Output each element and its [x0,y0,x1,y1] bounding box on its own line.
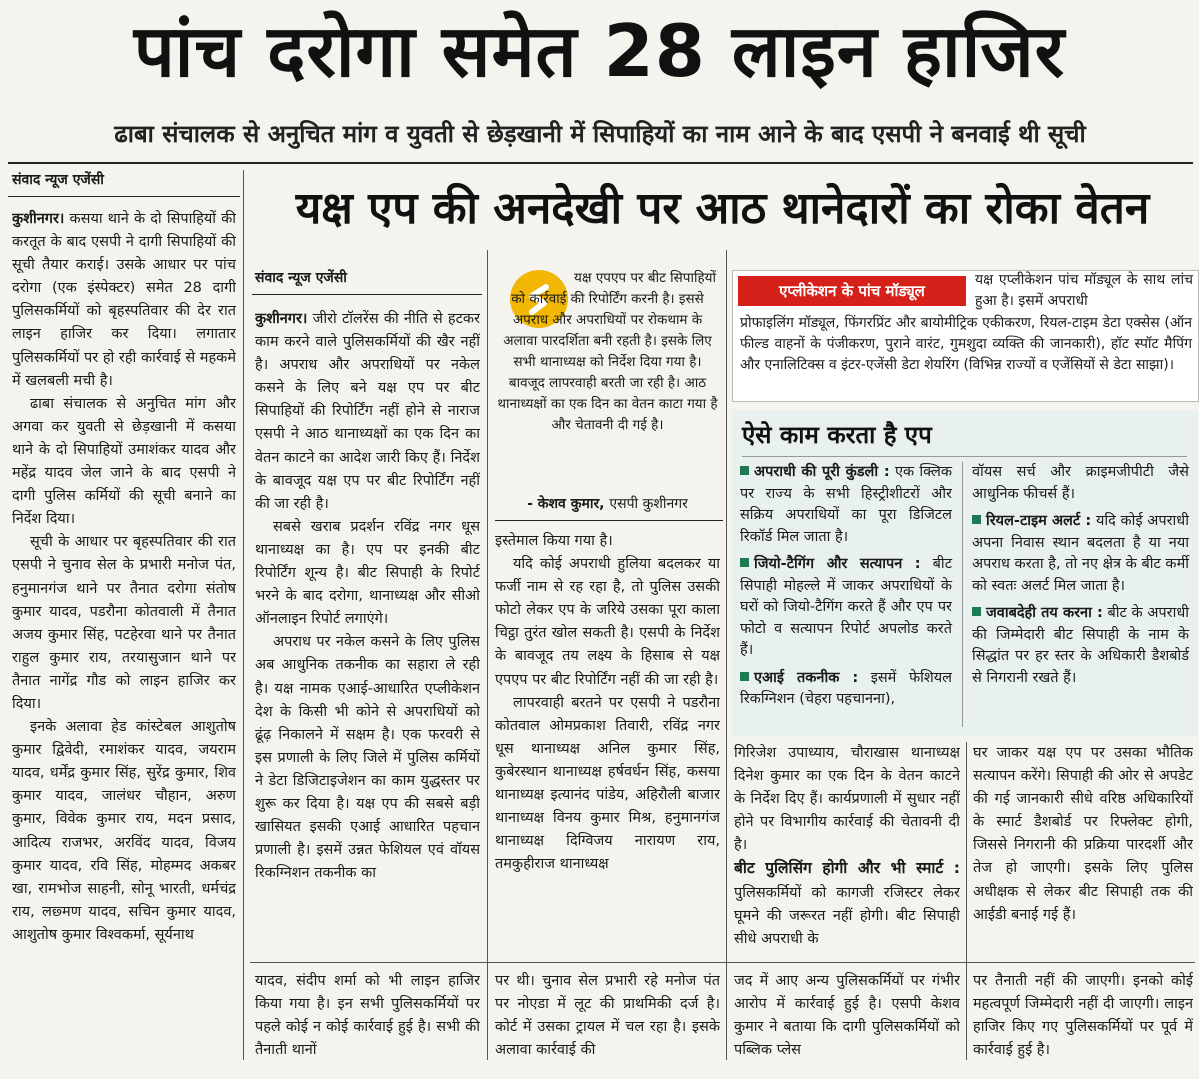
howto-column-2 [972,462,1189,695]
howto-item: जियो-टैगिंग और सत्यापन : बीट सिपाही मोहल्ले में जाकर अपराधियों के घरों को जियो-टैगिंग करते हैं और एप पर फोटो व सत्यापन रिपोर्ट अपलोड करते हैं। [740,556,952,658]
story2-paragraph: लापरवाही बरतने पर एसपी ने पडरौना कोतवाल ओमप्रकाश तिवारी, रविंद्र नगर धूस थानाध्यक्ष अनिल कुमार सिंह, कुबेरस्थान थानाध्यक्ष हर्षवर्धन सिंह, कसया थानाध्यक्ष इत्यानंद पांडेय, अहिरौली बाजार थानाध्यक्ष विनय कुमार मिश्र, हनुमानगंज थानाध्यक्ष दिग्विजय नारायण राय, तमकुहीराज थानाध्यक्ष [495,694,720,873]
story2-paragraph: जीरो टॉलरेंस की नीति से हटकर काम करने वाले पुलिसकर्मियों की खैर नहीं है। अपराध और अपराधियों पर नकेल कसने के लिए बने यक्ष एप पर बीट सिपाहियों की रिपोर्टिंग नहीं होने से नाराज एसपी ने आठ थानाध्यक्षों का एक दिन का वेतन काटने का आदेश जारी किए हैं। निर्देश के बावजूद यक्ष एप पर बीट रिपोर्टिंग नहीं की जा रही है। [255,311,480,512]
story1-continuation-3: जद में आए अन्य पुलिसकर्मियों पर गंभीर आरोप में कार्रवाई हुई है। एसपी केशव कुमार ने बताया कि दागी पुलिसकर्मियों को पब्लिक प्लेस [734,973,960,1059]
story2-column-2 [495,530,720,956]
story2-paragraph: सबसे खराब प्रदर्शन रविंद्र नगर धूस थानाध्यक्ष का है। एप पर इनकी बीट रिपोर्टिंग शून्य है। बीट सिपाही के रिपोर्ट भरने के बाद दरोगा, थानाध्यक्ष और सीओ ऑनलाइन रिपोर्ट लगाएंगे। [255,518,480,628]
story2-byline: संवाद न्यूज एजेंसी [255,270,347,286]
story2-paragraph: इस्तेमाल किया गया है। [495,533,613,549]
story1-byline: संवाद न्यूज एजेंसी [12,172,104,188]
story2-paragraph: पुलिसकर्मियों को कागजी रजिस्टर लेकर घूमने की जरूरत नहीं होगी। बीट सिपाही सीधे अपराधी के [734,884,960,947]
bullet-icon [972,607,981,616]
story1-paragraph: ढाबा संचालक से अनुचित मांग और अगवा कर युवती से छेड़खानी में कसया थाने के दो सिपाहियों उमाशंकर यादव और महेंद्र यादव जेल जाने के बाद एसपी ने दागी पुलिस कर्मियों की सूची बनाने का निर्देश दिया। [12,395,236,528]
modules-intro: यक्ष एप्लीकेशन पांच मॉड्यूल के साथ लांच हुआ है। इसमें अपराधी [975,272,1193,309]
story2-column-1 [255,308,480,956]
sub-headline: ढाबा संचालक से अनुचित मांग व युवती से छेड़खानी में सिपाहियों का नाम आने के बाद एसपी ने बनवाई थी सूची [114,120,1086,148]
divider [8,162,1193,164]
quote-attribution [495,494,720,513]
story2-paragraph: गिरिजेश उपाध्याय, चौराखास थानाध्यक्ष दिनेश कुमार का एक दिन के वेतन काटने के निर्देश दिए हैं। कार्यप्रणाली में सुधार नहीं होने पर विभागीय कार्रवाई की चेतावनी दी है। [734,745,960,854]
story1-continuation-4: पर तैनाती नहीं की जाएगी। इनको कोई महत्वपूर्ण जिम्मेदारी नहीं दी जाएगी। लाइन हाजिर किए गए पुलिसकर्मियों पर पूर्व में कार्रवाई हुई है। [973,973,1193,1059]
story1-column [12,208,236,1060]
story1-continuation-1: यादव, संदीप शर्मा को भी लाइन हाजिर किया गया है। इन सभी पुलिसकर्मियों पर पहले कोई न कोई कार्रवाई हुई है। सभी की तैनाती थानों [255,973,480,1059]
howto-item: जवाबदेही तय करना : बीट के अपराधी की जिम्मेदारी बीट सिपाही के नाम के सिद्धांत पर हर स्तर के अधिकारी डैशबोर्ड से निगरानी रखते हैं। [972,605,1190,686]
quote-name: - केशव कुमार, [527,496,605,512]
story2-headline: यक्ष एप की अनदेखी पर आठ थानेदारों का रोका वेतन [295,183,1150,234]
story1-continuation-2: पर थी। चुनाव सेल प्रभारी रहे मनोज पंत पर नोएडा में लूट की प्राथमिकी दर्ज है। कोर्ट में उसका ट्रायल में चल रहा है। इसके अलावा कार्रवाई की [495,973,720,1059]
bullet-icon [740,672,749,681]
column-rule [966,742,967,1060]
story2-paragraph: अपराध पर नकेल कसने के लिए पुलिस अब आधुनिक तकनीक का सहारा ले रही है। यक्ष नामक एआई-आधारित एप्लीकेशन देश के किसी भी कोने से अपराधियों को ढूंढ़ निकालने में सक्षम है। एक फरवरी से इस प्रणाली के लिए जिले में पुलिस कर्मियों ने डेटा डिजिटाइजेशन का काम युद्धस्तर पर शुरू कर दिया है। यक्ष एप की सबसे बड़ी खासियत इसकी एआई आधारित पहचान प्रणाली है। इसमें उन्नत फेशियल एवं वॉयस रिकग्निशन तकनीक का [255,634,480,882]
modules-text: प्रोफाइलिंग मॉड्यूल, फिंगरप्रिंट और बायोमीट्रिक एकीकरण, रियल-टाइम डेटा एक्सेस (ऑन फील्ड वाहनों के पंजीकरण, पुराने वारंट, गुमशुदा व्यक्ति की जानकारी), हॉट स्पॉट मैपिंग और एनालिटिक्स व इंटर-एजेंसी डेटा शेयरिंग (विभिन्न राज्यों व एजेंसियों से डेटा साझा)। [740,315,1192,373]
howto-item: रियल-टाइम अलर्ट : यदि कोई अपराधी अपना निवास स्थान बदलता है या नया अपराध करता है, तो नए क्षेत्र के बीट कर्मी को स्वतः अलर्ट मिल जाता है। [972,513,1189,594]
story2-dateline: कुशीनगर। [255,311,308,327]
bullet-icon [972,515,981,524]
bullet-icon [740,558,749,567]
howto-item: एआई तकनीक : इसमें फेशियल रिकग्निशन (चेहरा पहचानना), [740,669,952,707]
story1-paragraph: सूची के आधार पर बृहस्पतिवार की रात एसपी ने चुनाव सेल के प्रभारी मनोज पंत, हनुमानगंज थाने पर तैनात दरोगा संतोष कुमार यादव, पडरौना कोतवाली में तैनात अजय कुमार सिंह, पटहेरवा थाने पर तैनात राहुल कुमार राय, तरयासुजान थाने पर तैनात नागेंद्र गौड को लाइन हाजिर कर दिया। [12,534,236,712]
story2-paragraph: घर जाकर यक्ष एप पर उसका भौतिक सत्यापन करेंगे। सिपाही की ओर से अपडेट की गई जानकारी सीधे वरिष्ठ अधिकारियों के स्मार्ट डैशबोर्ड पर रिफ्लेक्ट होगी, जिससे निगरानी की प्रक्रिया पारदर्शी और तेज हो जाएगी। इसके लिए पुलिस अधीक्षक से लेकर बीट सिपाही तक की आईडी बनाई गई हैं। [973,745,1193,923]
column-rule [962,462,963,727]
column-rule [487,250,488,1060]
story1-paragraph: इनके अलावा हेड कांस्टेबल आशुतोष कुमार द्विवेदी, रमाशंकर यादव, जयराम यादव, धर्मेंद्र कुमार सिंह, सुरेंद्र कुमार, शिव कुमार यादव, जालंधर चौहान, अरुण कुमार, विवेक कुमार राय, मदन प्रसाद, आदित्य राजभर, अरविंद यादव, विजय कुमार यादव, रवि सिंह, मोहम्मद अकबर खा, रामभोज साहनी, सोनू भारती, धर्मचंद्र राय, लछ्मण यादव, सचिन कुमार यादव, आशुतोष कुमार विश्वकर्मा, सूर्यनाथ [12,719,236,943]
howto-item: अपराधी की पूरी कुंडली : एक क्लिक पर राज्य के सभी हिस्ट्रीशीटरों और सक्रिय अपराधियों का पूरा डिजिटल रिकॉर्ड मिल जाता है। [740,464,952,545]
main-headline: पांच दरोगा समेत 28 लाइन हाजिर [133,9,1066,93]
howto-item: वॉयस सर्च और क्राइमजीपीटी जैसे आधुनिक फीचर्स हैं। [972,464,1189,502]
column-rule [726,250,727,1060]
divider [250,962,1195,963]
column-rule [243,170,244,1060]
modules-label: एप्लीकेशन के पांच मॉड्यूल [738,276,966,306]
divider [8,196,240,197]
quote-role: एसपी कुशीनगर [609,496,688,512]
sp-quote: यक्ष एपएप पर बीट सिपाहियों को कार्रवाई की रिपोर्टिंग करनी है। इससे अपराध और अपराधियों पर रोकथाम के अलावा पारदर्शिता बनी रहती है। इसके लिए सभी थानाध्यक्ष को निर्देश दिया गया है। बावजूद लापरवाही बरती जा रही है। आठ थानाध्यक्षों का एक दिन का वेतन काटा गया है और चेतावनी दी गई है। [497,270,718,433]
story1-dateline: कुशीनगर। [12,211,65,227]
divider [495,520,723,521]
howto-column-1 [740,462,952,717]
divider [742,456,1187,457]
story2-column-3 [734,742,960,956]
story1-paragraph: कसया थाने के दो सिपाहियों की करतूत के बाद एसपी ने दागी सिपाहियों की सूची तैयार कराई। उसके आधार पर पांच दरोगा (एक इंस्पेक्टर) समेत 28 दागी पुलिसकर्मियों को बृहस्पतिवार की देर रात लाइन हाजिर कर दिया। लगातार पुलिसकर्मियों पर हो रही कार्रवाई से महकमे में खलबली मची है। [12,211,236,389]
howto-title: ऐसे काम करता है एप [742,421,932,449]
story2-column-4 [973,742,1193,956]
divider [252,294,482,295]
story2-subhead: बीट पुलिसिंग होगी और भी स्मार्ट : [734,859,960,878]
story2-paragraph: यदि कोई अपराधी हुलिया बदलकर या फर्जी नाम से रह रहा है, तो पुलिस उसकी फोटो लेकर एप के जरिये उसका पूरा काला चिट्ठा तुरंत खोल सकती है। एसपी के निर्देश के बावजूद तय लक्ष्य के हिसाब से यक्ष एपएप पर बीट रिपोर्टिंग नहीं की जा रही है। [495,556,720,688]
bullet-icon [740,466,749,475]
